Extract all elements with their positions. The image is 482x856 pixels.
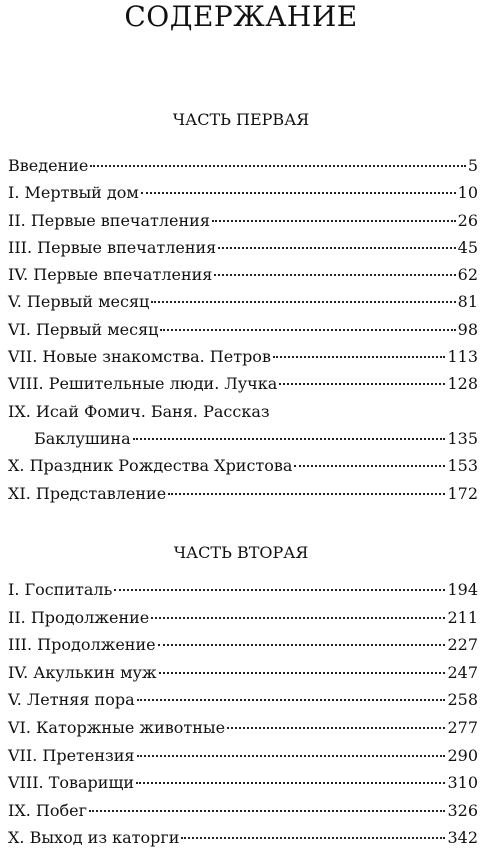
toc-entry: [8, 484, 478, 511]
page-number: 310: [447, 773, 478, 793]
dot-leader: [212, 219, 456, 222]
page-number: 258: [447, 690, 478, 710]
page-number: 10: [457, 183, 478, 203]
toc-entry: [8, 580, 478, 608]
dot-leader: [214, 273, 455, 276]
toc-entry: [8, 347, 478, 374]
page-number: 5: [467, 156, 478, 175]
part-one-contents: [8, 156, 478, 511]
dot-leader: [279, 382, 445, 385]
page-number: 128: [447, 374, 478, 394]
dot-leader: [137, 698, 446, 701]
entry-title: II. Продолжение: [8, 607, 150, 627]
part-one-heading: ЧАСТЬ ПЕРВАЯ: [172, 110, 310, 129]
entry-title: XI. Представление: [8, 483, 167, 503]
entry-title-continued: Баклушина: [34, 428, 131, 448]
dot-leader: [227, 726, 445, 729]
toc-entry: [8, 156, 478, 183]
entry-title: X. Праздник Рождества Христова: [8, 456, 293, 476]
page-number: 113: [447, 347, 478, 367]
page-number: 26: [457, 210, 478, 230]
toc-entry: [8, 608, 478, 636]
dot-leader: [114, 588, 445, 591]
toc-entry: [8, 746, 478, 774]
page-number: 62: [457, 265, 478, 285]
entry-title: I. Мертвый дом: [8, 183, 139, 203]
entry-title: IX. Исай Фомич. Баня. Рассказ: [8, 401, 270, 421]
page-title: СОДЕРЖАНИЕ: [124, 0, 358, 33]
dot-leader: [158, 643, 446, 646]
toc-entry-second-line: [8, 429, 478, 456]
entry-title: IV. Акулькин муж: [8, 662, 157, 682]
entry-title: VII. Претензия: [8, 745, 135, 765]
toc-entry: [8, 663, 478, 691]
toc-entry: [8, 265, 478, 292]
toc-entry: [8, 238, 478, 265]
dot-leader: [133, 437, 446, 440]
page-number: 277: [447, 717, 478, 737]
dot-leader: [137, 754, 446, 757]
entry-title: V. Летняя пора: [8, 690, 135, 710]
page-number: 211: [447, 607, 478, 627]
entry-title: III. Продолжение: [8, 635, 156, 655]
dot-leader: [136, 781, 445, 784]
dot-leader: [151, 300, 455, 303]
toc-entry: [8, 292, 478, 319]
page-number: 153: [447, 456, 478, 476]
dot-leader: [160, 328, 455, 331]
page-number: 135: [447, 428, 478, 448]
entry-title: X. Выход из каторги: [8, 828, 180, 848]
entry-title: I. Госпиталь: [8, 580, 113, 599]
entry-title: III. Первые впечатления: [8, 237, 217, 257]
dot-leader: [181, 836, 445, 839]
part-two-heading: ЧАСТЬ ВТОРАЯ: [173, 543, 309, 562]
dot-leader: [294, 464, 445, 467]
entry-title: II. Первые впечатления: [8, 210, 210, 230]
dot-leader: [273, 355, 446, 358]
entry-title: VI. Первый месяц: [8, 319, 159, 339]
dot-leader: [168, 492, 445, 495]
page-number: 81: [457, 292, 478, 312]
page-number: 172: [447, 483, 478, 503]
entry-title: Введение: [8, 156, 89, 175]
entry-title: V. Первый месяц: [8, 292, 150, 312]
toc-entry: [8, 183, 478, 210]
entry-title: VI. Каторжные животные: [8, 717, 226, 737]
page-number: 247: [447, 662, 478, 682]
toc-entry: [8, 635, 478, 663]
toc-entry: [8, 211, 478, 238]
dot-leader: [141, 191, 456, 194]
page-number: 194: [447, 580, 478, 599]
page-number: 290: [447, 745, 478, 765]
toc-entry-first-line: [8, 402, 478, 429]
dot-leader: [90, 164, 465, 167]
toc-entry: [8, 773, 478, 801]
page-number: 227: [447, 635, 478, 655]
dot-leader: [151, 616, 445, 619]
dot-leader: [159, 671, 446, 674]
toc-entry: [8, 690, 478, 718]
toc-entry: [8, 456, 478, 483]
toc-entry: [8, 828, 478, 856]
page-number: 98: [457, 319, 478, 339]
part-two-contents: [8, 580, 478, 856]
toc-entry: [8, 718, 478, 746]
entry-title: VII. Новые знакомства. Петров: [8, 347, 271, 367]
entry-title: IV. Первые впечатления: [8, 265, 213, 285]
dot-leader: [218, 246, 455, 249]
page-number: 342: [447, 828, 478, 848]
toc-entry: [8, 801, 478, 829]
toc-entry: [8, 320, 478, 347]
entry-title: VIII. Решительные люди. Лучка: [8, 374, 278, 394]
page-number: 45: [457, 237, 478, 257]
dot-leader: [89, 809, 446, 812]
entry-title: IX. Побег: [8, 800, 87, 820]
entry-title: VIII. Товарищи: [8, 773, 134, 793]
toc-entry: [8, 374, 478, 401]
page-number: 326: [447, 800, 478, 820]
